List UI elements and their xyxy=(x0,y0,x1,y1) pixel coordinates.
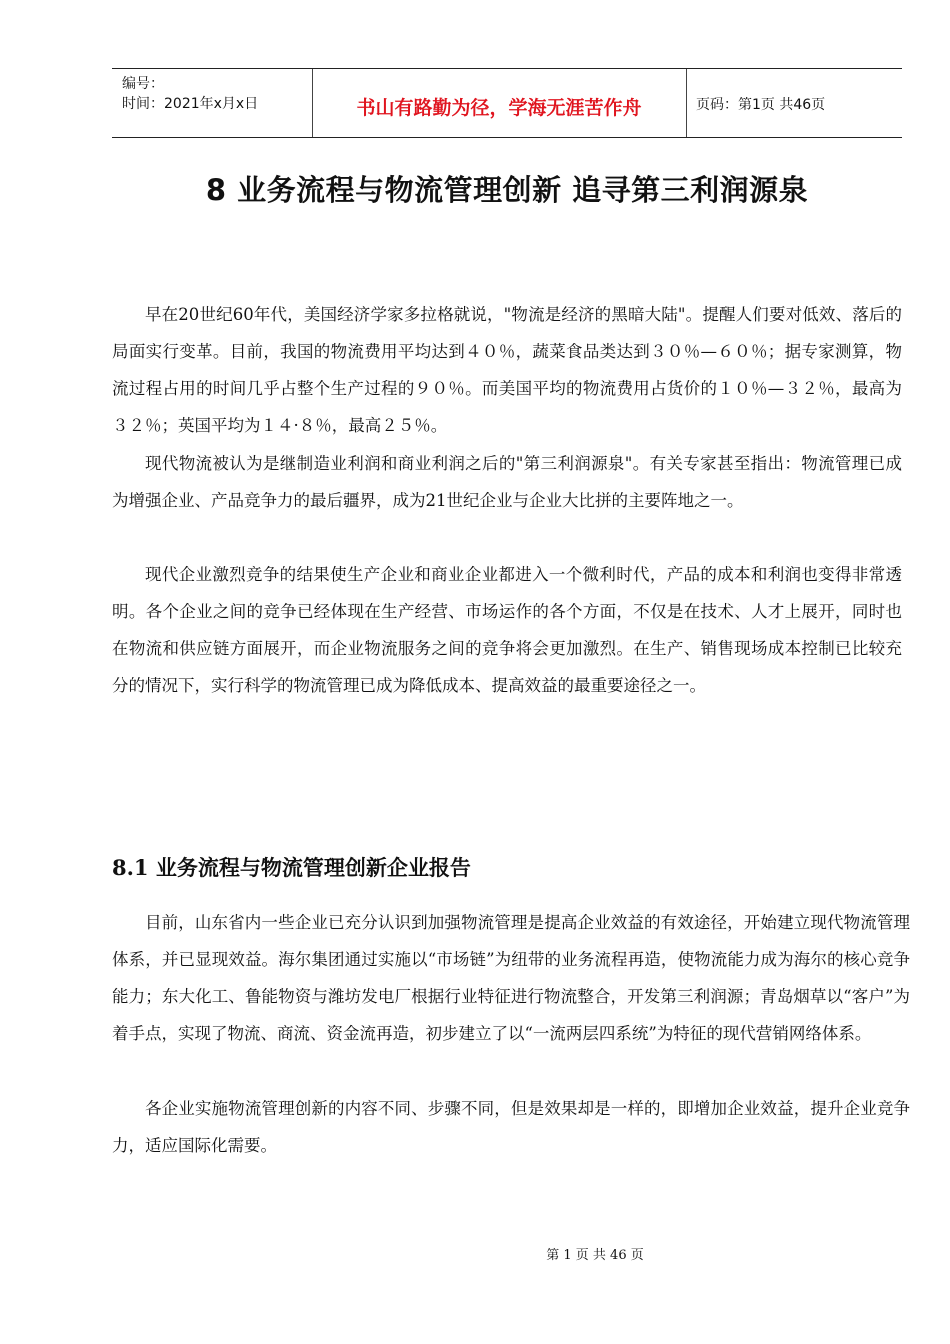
section-paragraph-effects: 各企业实施物流管理创新的内容不同、步骤不同，但是效果却是一样的，即增加企业效益，提升企业竞争力，适应国际化需要。 xyxy=(112,1099,910,1155)
section-heading: 8.1 业务流程与物流管理创新企业报告 xyxy=(112,855,471,880)
section-paragraph-shandong: 目前，山东省内一些企业已充分认识到加强物流管理是提高企业效益的有效途径，开始建立现代物流管理体系，并已显现效益。海尔集团通过实施以“市场链”为纽带的业务流程再造，使物流能力成为海尔的核心竞争能力；东大化工、鲁能物资与潍坊发电厂根据行业特征进行物流整合，开发第三利润源；青岛烟草以“客户”为着手点，实现了物流、商流、资金流再造，初步建立了以“一流两层四系统”为特征的现代营销网络体系。 xyxy=(112,913,910,1043)
page-footer: 第 1 页 共 46 页 xyxy=(546,1248,644,1263)
document-time-label: 时间：2021年x月x日 xyxy=(122,96,259,112)
paragraph-intro: 早在20世纪60年代，美国经济学家多拉格就说，"物流是经济的黑暗大陆"。提醒人们要对低效、落后的局面实行变革。目前，我国的物流费用平均达到４０％，蔬菜食品类达到３０％—６０％；据专家测算，物流过程占用的时间几乎占整个生产过程的９０％。而美国平均的物流费用占货价的１０％—３２％，最高为３２％；英国平均为１４·８％，最高２５％。 xyxy=(112,305,902,435)
document-header xyxy=(112,68,902,138)
header-motto-cell xyxy=(312,69,687,137)
document-title: 8 业务流程与物流管理创新 追寻第三利润源泉 xyxy=(205,173,809,207)
paragraph-competition: 现代企业激烈竞争的结果使生产企业和商业企业都进入一个微利时代，产品的成本和利润也变得非常透明。各个企业之间的竞争已经体现在生产经营、市场运作的各个方面，不仅是在技术、人才上展开，同时也在物流和供应链方面展开，而企业物流服务之间的竞争将会更加激烈。在生产、销售现场成本控制已比较充分的情况下，实行科学的物流管理已成为降低成本、提高效益的最重要途径之一。 xyxy=(112,565,902,695)
header-page-cell xyxy=(686,69,902,137)
header-motto: 书山有路勤为径，学海无涯苦作舟 xyxy=(356,97,642,119)
paragraph-third-profit: 现代物流被认为是继制造业利润和商业利润之后的"第三利润源泉"。有关专家甚至指出：物流管理已成为增强企业、产品竞争力的最后疆界，成为21世纪企业与企业大比拼的主要阵地之一。 xyxy=(112,454,902,510)
header-meta-cell xyxy=(112,69,313,137)
header-page-info: 页码：第1页 共46页 xyxy=(696,97,826,113)
document-number-label: 编号： xyxy=(122,76,164,92)
